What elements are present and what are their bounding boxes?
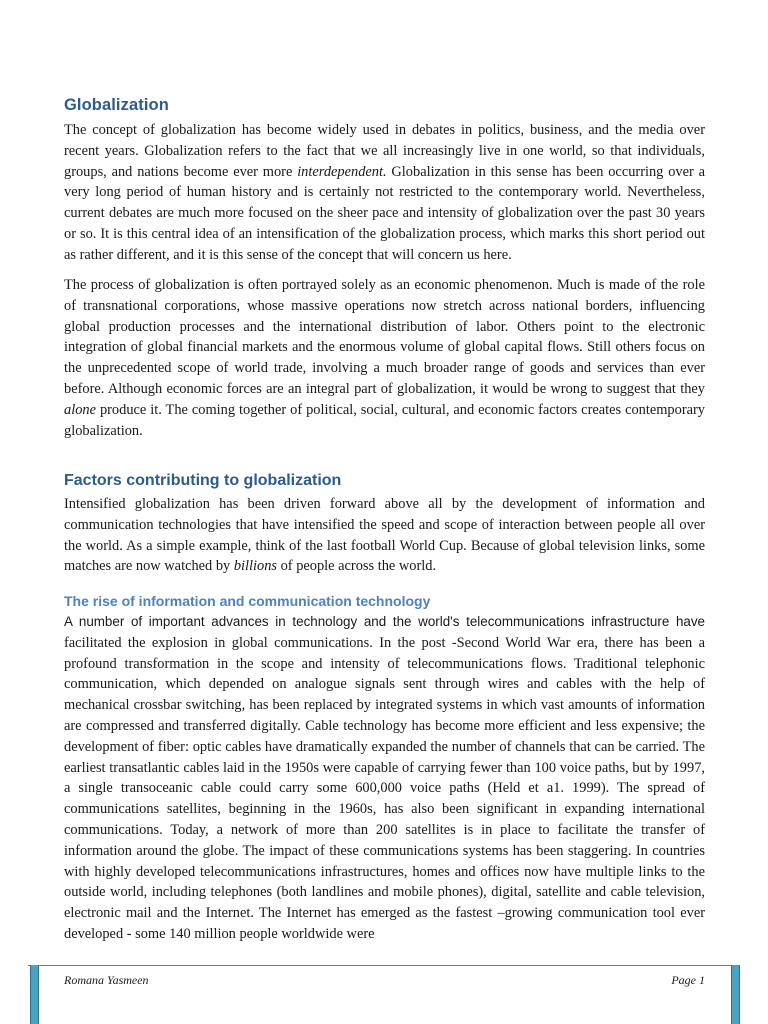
paragraph-ict [64, 612, 705, 945]
footer-divider [28, 965, 740, 966]
paragraph-concept-emphasis: interdependent. [297, 163, 387, 180]
footer-author: Romana Yasmeen [64, 973, 149, 987]
paragraph-factors-text-1: Intensified globalization has been driven forward above all by the development of information and communication technologies that have intensified the speed and scope of interaction between people all over the world. As a simple example, think of the last football World Cup. Because of global television links, some matches are now watched by [64, 496, 705, 575]
heading-ict: The rise of information and communication technology [64, 593, 431, 609]
paragraph-factors-emphasis: billions [233, 558, 278, 575]
paragraph-concept-text-2: Globalization in this sense has been occurring over a very long period of human history and is certainly not restricted to the contemporary world. Nevertheless, current debates are much more focused on the sheer pace and intensity of globalization over the past 30 years or so. It is this central idea of an intensification of the globalization process, which marks this short period out as rather different, and it is this sense of the concept that will concern us here. [64, 163, 705, 263]
footer-bar-left [30, 965, 39, 1024]
paragraph-factors [64, 494, 705, 577]
paragraph-concept-text-1: The concept of globalization has become widely used in debates in politics, business, and the media over recent years. Globalization refers to the fact that we all increasingly live in one world, so that individuals, groups, and nations become ever more [64, 122, 705, 180]
paragraph-ict-text: facilitated the explosion in global communications. In the post -Second World War era, there has been a profound transformation in the scope and intensity of telecommunications flows. Traditional telephonic communication, which depended on analogue signals sent through wires and cables with the help of mechanical crossbar switching, has been replaced by integrated systems in which vast amounts of information are compressed and transferred digitally. Cable technology has become more efficient and less expensive; the development of fiber: optic cables have dramatically expanded the number of channels that can be carried. The earliest transatlantic cables laid in the 1950s were capable of carrying fewer than 100 voice paths, but by 1997, a single transoceanic cable could carry some 600,000 voice paths (Held et a1. 1999). The spread of communications satellites, beginning in the 1960s, has also been significant in expanding international communications. Today, a network of more than 200 satellites is in place to facilitate the transfer of information around the globe. The impact of these communications systems has been staggering. In countries with highly developed telecommunications infrastructures, homes and offices now have multiple links to the outside world, including telephones (both landlines and mobile phones), digital, satellite and cable television, electronic mail and the Internet. The Internet has emerged as the fastest –growing communication tool ever developed - some 140 million people worldwide were [64, 634, 705, 942]
footer-page-number: Page 1 [671, 973, 705, 987]
paragraph-process [64, 275, 705, 441]
paragraph-process-emphasis: alone [64, 401, 96, 418]
heading-factors: Factors contributing to globalization [64, 472, 342, 489]
paragraph-process-text-2: produce it. The coming together of political, social, cultural, and economic factors creates contemporary globalization. [64, 401, 705, 439]
heading-globalization: Globalization [64, 96, 169, 114]
paragraph-concept [64, 120, 705, 266]
footer-bar-right [731, 965, 740, 1024]
paragraph-ict-sans-run: A number of important advances in technology and the world's telecommunications infrastructure have [64, 614, 705, 629]
paragraph-process-text-1: The process of globalization is often portrayed solely as an economic phenomenon. Much is made of the role of transnational corporations, whose massive operations now stretch across national borders, influencing global production processes and the international distribution of labor. Others point to the electronic integration of global financial markets and the enormous volume of global capital flows. Still others focus on the unprecedented scope of world trade, involving a much broader range of goods and services than ever before. Although economic forces are an integral part of globalization, it would be wrong to suggest that they [64, 277, 705, 397]
paragraph-factors-text-2: of people across the world. [277, 558, 437, 575]
